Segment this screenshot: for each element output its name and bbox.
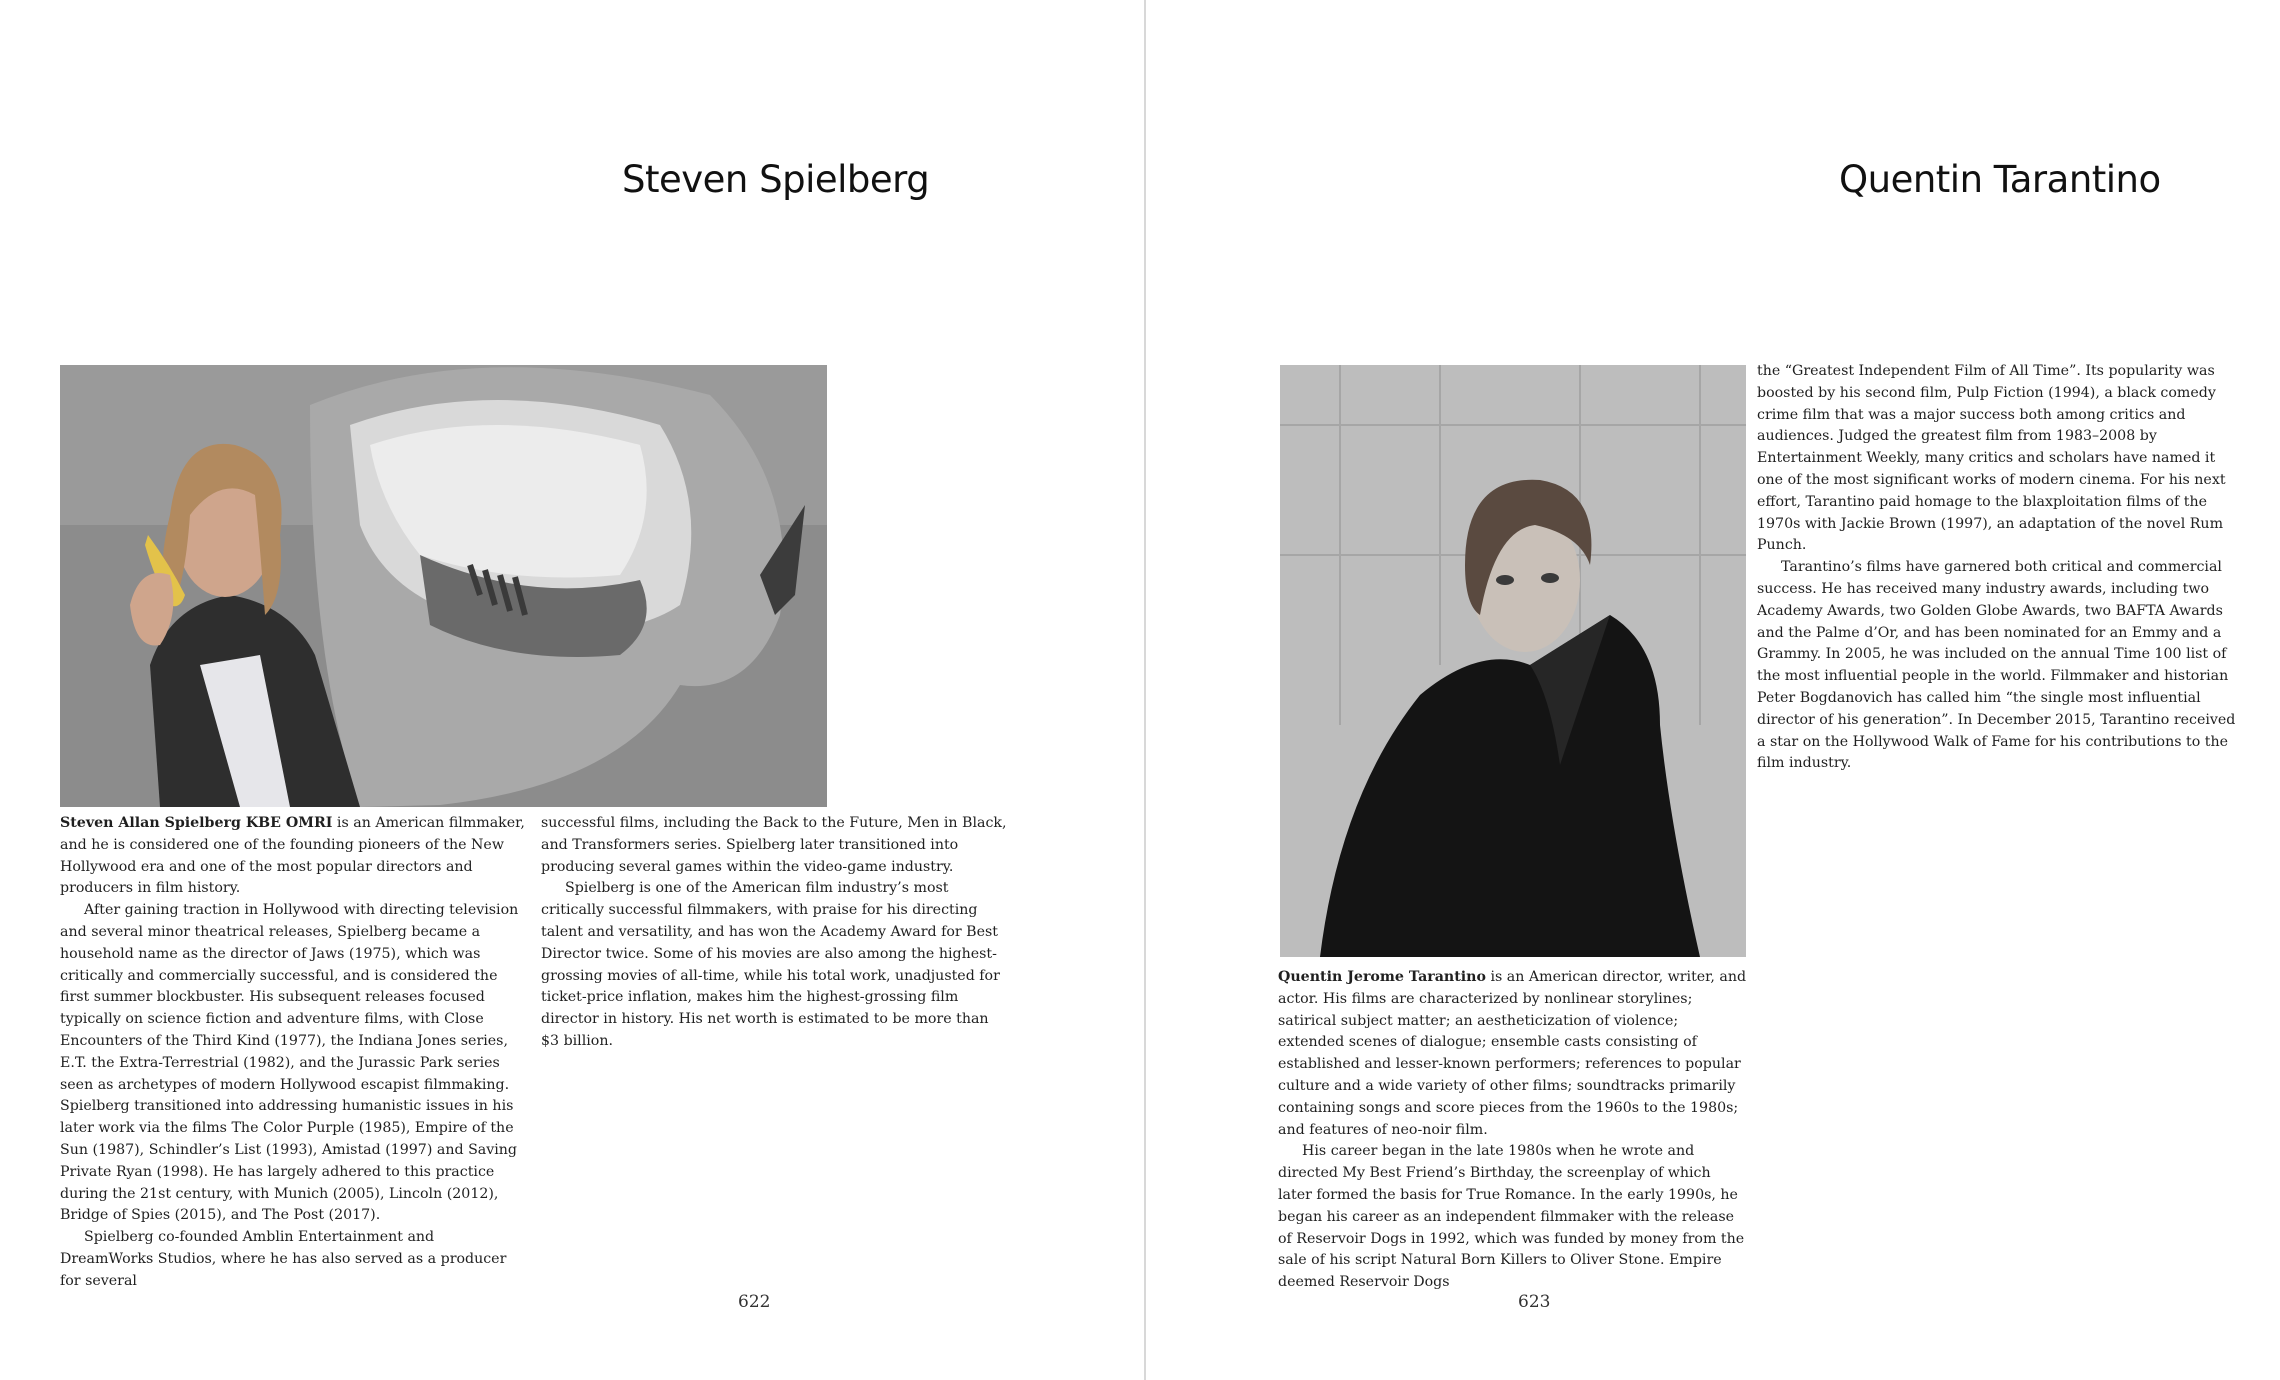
body-text-left-column-2 <box>541 813 1011 1053</box>
paragraph: Tarantino’s films have garnered both critical and commercial success. He has received many industry awards, including two Academy Awards, two Golden Globe Awards, two BAFTA Awards and the Palme d’Or, and has been nominated for an Emmy and a Grammy. In 2005, he was included on the annual Time 100 list of the most influential people in the world. Filmmaker and historian Peter Bogdanovich has called him “the single most influential director of his generation”. In December 2015, Tarantino received a star on the Hollywood Walk of Fame for his contributions to the film industry. <box>1757 559 2236 772</box>
page-title-left: Steven Spielberg <box>622 158 930 201</box>
paragraph: Quentin Jerome Tarantino is an American director, writer, and actor. His films are characterized by nonlinear storylines; satirical subject matter; an aestheticization of violence; extended scenes of dialogue; ensemble casts consisting of established and lesser-known performers; references to popular culture and a wide variety of other films; soundtracks primarily containing songs and score pieces from the 1960s to the 1980s; and features of neo-noir film. <box>1278 969 1747 1138</box>
page-gutter <box>1144 0 1146 1380</box>
paragraph: Spielberg co-founded Amblin Entertainment and DreamWorks Studios, where he has also served as a producer for several <box>60 1229 507 1289</box>
photo-tarantino-portrait <box>1280 365 1746 957</box>
paragraph: His career began in the late 1980s when he wrote and directed My Best Friend’s Birthday, the screenplay of which later formed the basis for True Romance. In the early 1990s, he began his career as an independent filmmaker with the release of Reservoir Dogs in 1992, which was funded by money from the sale of his script Natural Born Killers to Oliver Stone. Empire deemed Reservoir Dogs <box>1278 1143 1745 1291</box>
page-title-right: Quentin Tarantino <box>1839 158 2161 201</box>
body-text-right-column-1 <box>1278 967 1748 1294</box>
lead-bold-name: Quentin Jerome Tarantino <box>1278 969 1486 985</box>
paragraph: successful films, including the Back to the Future, Men in Black, and Transformers series. Spielberg later transitioned into producing several games within the video-game industry. <box>541 815 1007 875</box>
photo-spielberg-illustration <box>60 365 827 807</box>
body-text-left-column-1 <box>60 813 530 1293</box>
paragraph: the “Greatest Independent Film of All Time”. Its popularity was boosted by his second film, Pulp Fiction (1994), a black comedy crime film that was a major success both among critics and audiences. Judged the greatest film from 1983–2008 by Entertainment Weekly, many critics and scholars have named it one of the most significant works of modern cinema. For his next effort, Tarantino paid homage to the blaxploitation films of the 1970s with Jackie Brown (1997), an adaptation of the novel Rum Punch. <box>1757 363 2226 554</box>
paragraph: Spielberg is one of the American film industry’s most critically successful filmmakers, with praise for his directing talent and versatility, and has won the Academy Award for Best Director twice. Some of his movies are also among the highest-grossing movies of all-time, while his total work, unadjusted for ticket-price inflation, makes him the highest-grossing film director in history. His net worth is estimated to be more than $3 billion. <box>541 880 1000 1049</box>
photo-illustration-shark <box>60 365 827 807</box>
page-number-left: 622 <box>738 1292 771 1312</box>
paragraph: Steven Allan Spielberg KBE OMRI is an American filmmaker, and he is considered one of the founding pioneers of the New Hollywood era and one of the most popular directors and producers in film history. <box>60 815 525 897</box>
lead-bold-name: Steven Allan Spielberg KBE OMRI <box>60 815 333 831</box>
paragraph: After gaining traction in Hollywood with directing television and several minor theatrical releases, Spielberg became a household name as the director of Jaws (1975), which was critically and commercially successful, and is considered the first summer blockbuster. His subsequent releases focused typically on science fiction and adventure films, with Close Encounters of the Third Kind (1977), the Indiana Jones series, E.T. the Extra-Terrestrial (1982), and the Jurassic Park series seen as archetypes of modern Hollywood escapist filmmaking. Spielberg transitioned into addressing humanistic issues in his later work via the films The Color Purple (1985), Empire of the Sun (1987), Schindler’s List (1993), Amistad (1997) and Saving Private Ryan (1998). He has largely adhered to this practice during the 21st century, with Munich (2005), Lincoln (2012), Bridge of Spies (2015), and The Post (2017). <box>60 902 519 1224</box>
body-text-right-column-2 <box>1757 361 2237 775</box>
photo-portrait-coat <box>1280 365 1746 957</box>
page-number-right: 623 <box>1518 1292 1551 1312</box>
